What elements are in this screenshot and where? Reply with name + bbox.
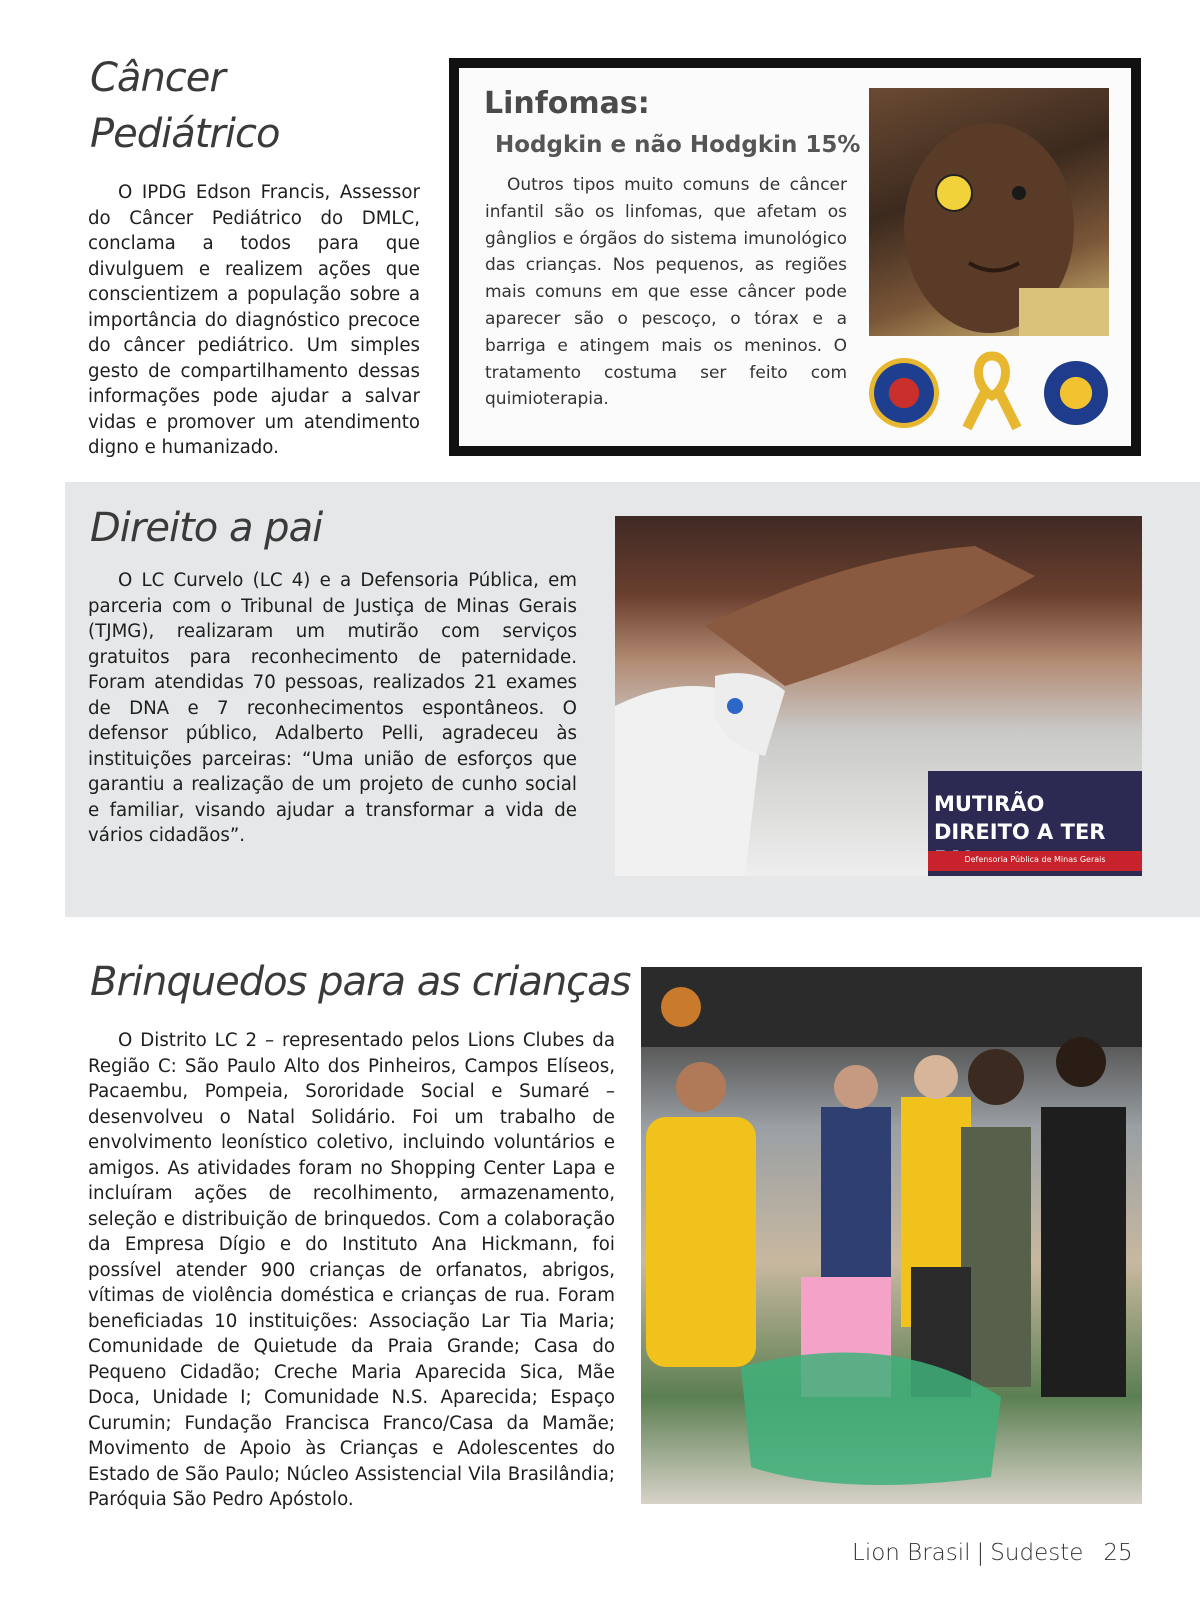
awareness-ribbon-icon [949,348,1035,434]
section-title-brinquedos: Brinquedos para as crianças [90,959,631,1005]
page-number: 25 [1103,1540,1133,1566]
article-body-cancer: O IPDG Edson Francis, Assessor do Câncer Pediátrico do DMLC, conclama a todos para que divulguem e realizem ações que conscientizem a população sobre a importância do diagnóstico precoce do câncer pediátrico. Um simples gesto de compartilhamento dessas informações pode ajudar a salvar vidas e promover um atendimento digno e humanizado. [88,182,420,458]
title-line: Câncer [90,55,225,101]
club-emblem-icon [869,358,939,428]
article-body-direito-a-pai: O LC Curvelo (LC 4) e a Defensoria Pública, em parceria com o Tribunal de Justiça de Minas Gerais (TJMG), realizaram um mutirão com serviços gratuitos para reconhecimento de paternidade. Foram atendidas 70 pessoas, realizados 21 exames de DNA e 7 reconhecimentos espontâneos. O defensor público, Adalberto Pelli, agradeceu às instituições parceiras: “Uma união de esforços que garantiu a realização de um projeto de cunho social e familiar, visando ajudar a transformar a vida de vários cidadãos”. [88,570,577,846]
toy-donation-photo [641,967,1142,1504]
linfomas-card-inner [459,68,1131,446]
dna-test-photo [615,516,1142,876]
section-title-cancer-pediatrico [90,50,390,162]
article-body-brinquedos: O Distrito LC 2 – representado pelos Lions Clubes da Região C: São Paulo Alto dos Pinheiros, Campos Elíseos, Pacaembu, Pompeia, Sororidade Social e Sumaré – desenvolveu o Natal Solidário. Foi um trabalho de envolvimento leonístico coletivo, incluindo voluntários e amigos. As atividades foram no Shopping Center Lapa e incluíram ações de recolhimento, armazenamento, seleção e distribuição de brinquedos. Com a colaboração da Empresa Dígio e do Instituto Ana Hickmann, foi possível atender 900 crianças de orfanatos, abrigos, vítimas de violência doméstica e crianças de rua. Foram beneficiadas 10 instituições: Associação Lar Tia Maria; Comunidade de Quietude da Praia Grande; Casa do Pequeno Cidadão; Creche Maria Aparecida Sica, Mãe Doca, Unidade I; Comunidade N.S. Aparecida; Espaço Curumin; Fundação Francisca Franco/Casa da Mamãe; Movimento de Apoio às Crianças e Adolescentes do Estado de São Paulo; Núcleo Assistencial Vila Brasilândia; Paróquia São Pedro Apóstolo. [88,1030,615,1510]
section-title-direito-a-pai: Direito a pai [90,505,323,551]
card-subtitle: Hodgkin e não Hodgkin 15% [495,132,861,158]
banner-line-1: MUTIRÃO [934,792,1045,816]
banner-caption: Defensoria Pública de Minas Gerais [964,855,1106,864]
card-text: Outros tipos muito comuns de câncer infantil são os linfomas, que afetam os gânglios e órgãos do sistema imunológico das crianças. Nos pequenos, as regiões mais comuns em que esse câncer pode aparecer são o pescoço, o tórax e a barriga e atingem mais os meninos. O tratamento costuma ser feito com quimioterapia. [485,175,847,410]
region-name: Sudeste [990,1540,1084,1566]
card-title: Linfomas: [484,86,650,121]
child-photo [869,88,1109,336]
mutirao-banner [928,771,1142,876]
publication-name: Lion Brasil [852,1540,971,1566]
lions-logo-icon [1044,361,1108,425]
page-footer [852,1540,1133,1566]
title-line: Pediátrico [90,111,280,157]
footer-separator: | [976,1540,985,1566]
linfomas-info-card [449,58,1141,456]
banner-line-2: DIREITO A TER [934,820,1106,844]
